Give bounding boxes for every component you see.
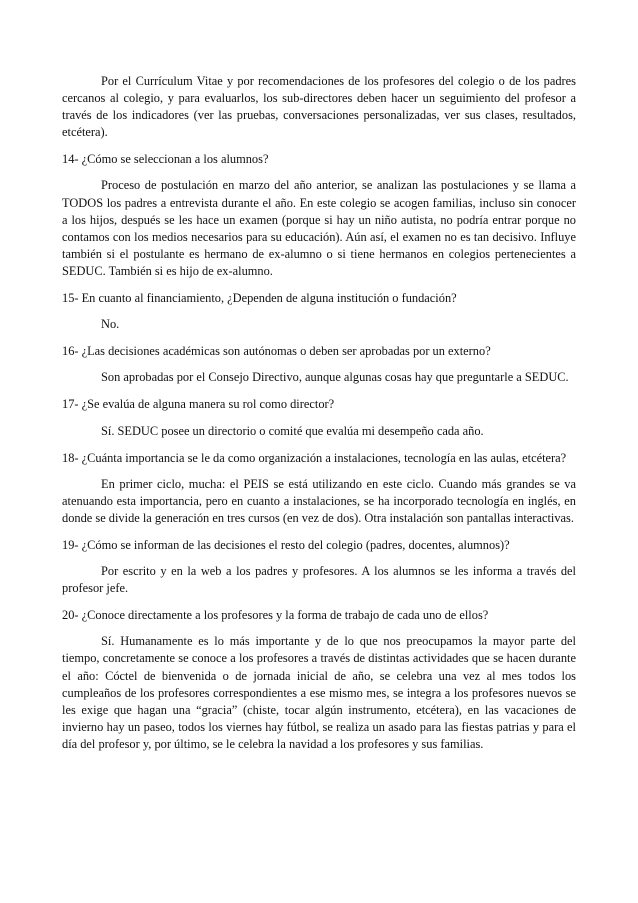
question-18: 18- ¿Cuánta importancia se le da como organización a instalaciones, tecnología en las aulas, etcétera? [62, 450, 567, 465]
question-17: 17- ¿Se evalúa de alguna manera su rol como director? [62, 397, 335, 412]
question-15: 15- En cuanto al financiamiento, ¿Dependen de alguna institución o fundación? [62, 291, 457, 306]
question-16: 16- ¿Las decisiones académicas son autónomas o deben ser aprobadas por un externo? [62, 344, 491, 359]
intro-paragraph: Por el Currículum Vitae y por recomendaciones de los profesores del colegio o de los padres cercanos al colegio, y para evaluarlos, los sub-directores deben hacer un seguimiento del profesor a través de los indicadores (ver las pruebas, conversaciones personalizadas, ver sus clases, resultados, etcétera). [62, 74, 576, 140]
answer-16: Son aprobadas por el Consejo Directivo, aunque algunas cosas hay que preguntarle a SEDUC. [101, 370, 569, 385]
answer-20: Sí. Humanamente es lo más importante y de lo que nos preocupamos la mayor parte del tiempo, concretamente se conoce a los profesores a través de distintas actividades que se hacen durante el año: Cóctel de bienvenida o de jornada inicial de año, se celebra una vez al mes todos los cumpleaños de los profesores correspondientes a ese mismo mes, se integra a los profesores nuevos se les exige que hagan una “gracia” (chiste, tocar algún instrumento, etcétera), en las vacaciones de invierno hay un paseo, todos los viernes hay fútbol, se realiza un asado para las fiestas patrias y para el día del profesor y, por último, se le celebra la navidad a los profesores y sus familias. [62, 634, 576, 751]
question-14: 14- ¿Cómo se seleccionan a los alumnos? [62, 152, 269, 167]
question-20: 20- ¿Conoce directamente a los profesores y la forma de trabajo de cada uno de ellos? [62, 608, 489, 623]
answer-14: Proceso de postulación en marzo del año anterior, se analizan las postulaciones y se llama a TODOS los padres a entrevista durante el año. En este colegio se acogen familias, incluso sin conocer a los hijos, después se les hace un examen (porque si hay un niño autista, no podría entrar porque no contamos con los medios necesarios para su educación). Aún así, el examen no es tan decisivo. Influye también si el postulante es hermano de ex-alumno o si tiene hermanos en colegios pertenecientes a SEDUC. También si es hijo de ex-alumno. [62, 178, 576, 278]
answer-19: Por escrito y en la web a los padres y profesores. A los alumnos se les informa a través del profesor jefe. [62, 564, 576, 596]
answer-15: No. [101, 317, 120, 332]
answer-18: En primer ciclo, mucha: el PEIS se está utilizando en este ciclo. Cuando más grandes se va atenuando esta importancia, pero en cuanto a instalaciones, se ha incorporado tecnología en inglés, en donde se divide la generación en tres cursos (en vez de dos). Otra instalación son pantallas interactivas. [62, 476, 576, 525]
answer-17: Sí. SEDUC posee un directorio o comité que evalúa mi desempeño cada año. [101, 423, 484, 438]
document-page [62, 73, 576, 753]
question-19: 19- ¿Cómo se informan de las decisiones el resto del colegio (padres, docentes, alumnos)? [62, 537, 510, 552]
